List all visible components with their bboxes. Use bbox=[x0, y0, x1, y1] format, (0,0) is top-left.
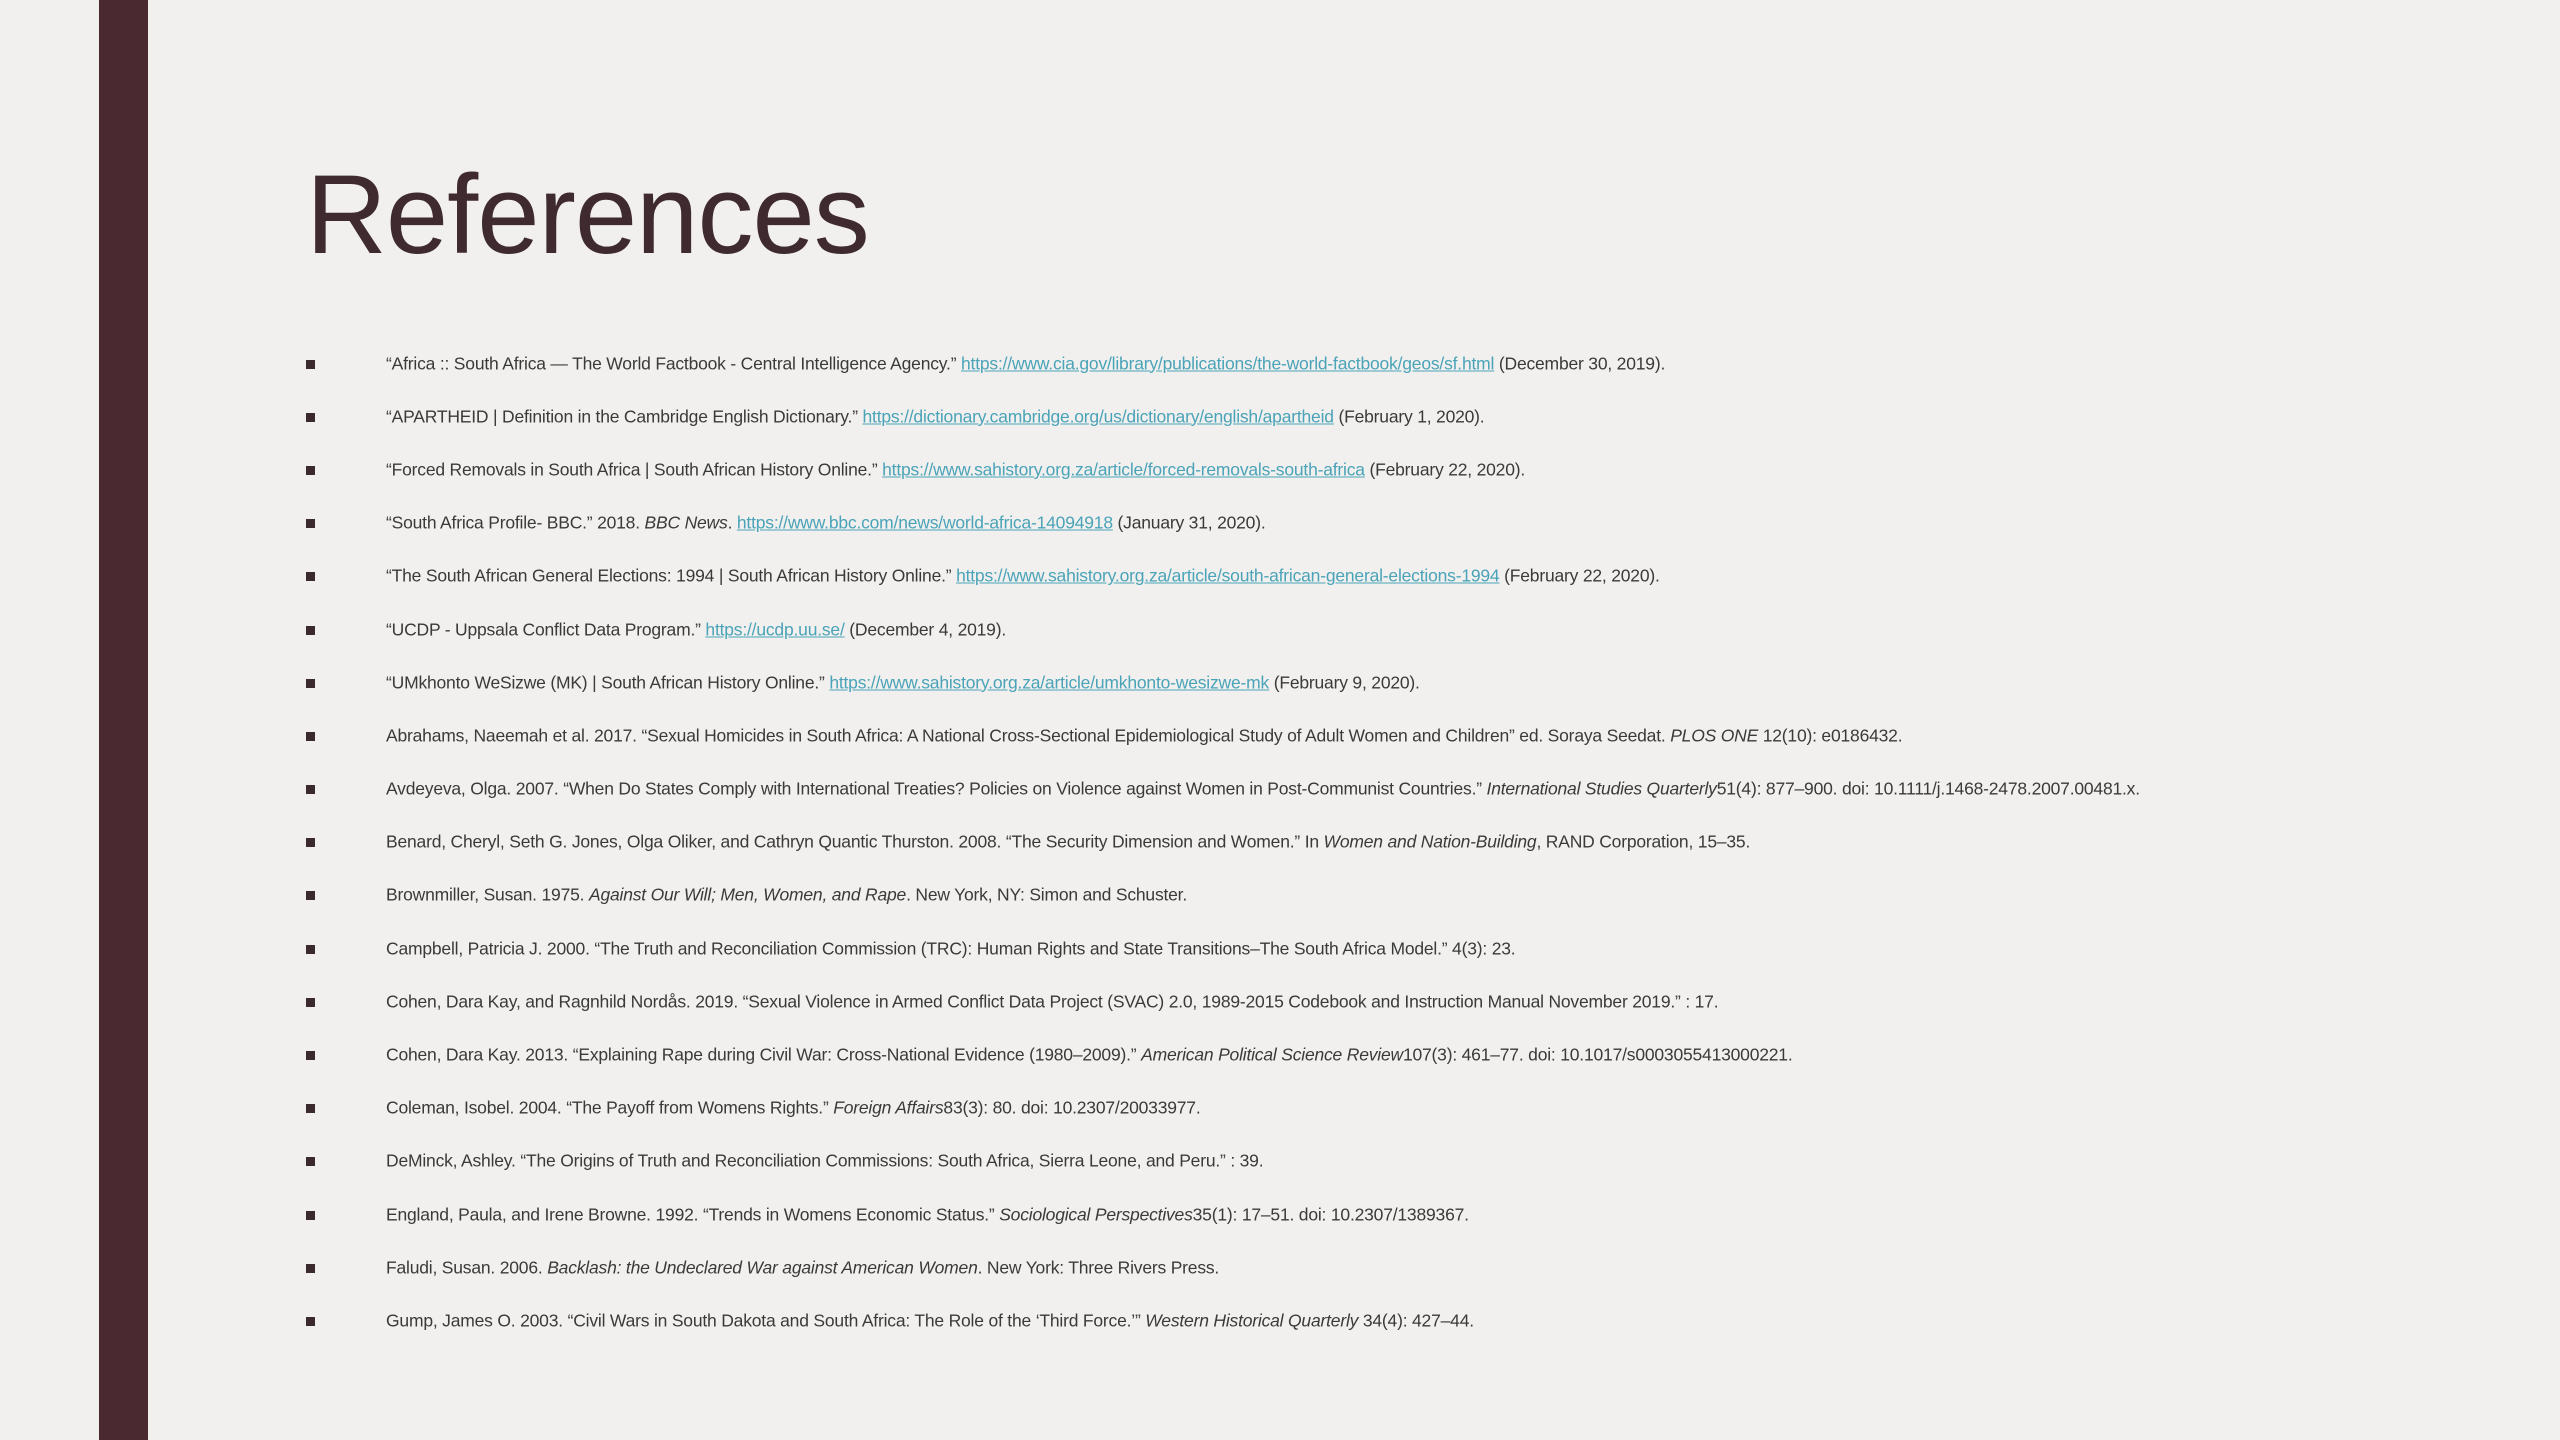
reference-access-date: (February 22, 2020). bbox=[1499, 565, 1660, 586]
reference-access-date: , RAND Corporation, 15–35. bbox=[1536, 831, 1751, 852]
square-bullet-icon bbox=[306, 626, 315, 635]
reference-access-date: . New York, NY: Simon and Schuster. bbox=[906, 884, 1188, 905]
square-bullet-icon bbox=[306, 360, 315, 369]
reference-citation-text: “South Africa Profile- BBC.” 2018. bbox=[386, 512, 645, 533]
reference-text bbox=[386, 725, 1902, 746]
reference-source-title: Backlash: the Undeclared War against American Women bbox=[547, 1257, 978, 1278]
reference-source-title: BBC News bbox=[644, 512, 728, 533]
reference-citation-text: Brownmiller, Susan. 1975. bbox=[386, 884, 589, 905]
reference-text bbox=[386, 566, 1660, 587]
reference-source-title: Sociological Perspectives bbox=[999, 1204, 1193, 1225]
reference-citation-text: Benard, Cheryl, Seth G. Jones, Olga Oliker, and Cathryn Quantic Thurston. 2008. “The Security Dimension and Women.” In bbox=[386, 831, 1324, 852]
reference-text bbox=[386, 406, 1484, 427]
square-bullet-icon bbox=[306, 1157, 315, 1166]
reference-text bbox=[386, 779, 2140, 800]
reference-item bbox=[306, 709, 2536, 762]
reference-text bbox=[386, 513, 1266, 534]
reference-access-date: 51(4): 877–900. doi: 10.1111/j.1468-2478.2007.00481.x. bbox=[1716, 778, 2140, 799]
reference-item bbox=[306, 443, 2536, 496]
reference-text bbox=[386, 885, 1187, 906]
reference-source-title: Foreign Affairs bbox=[833, 1097, 944, 1118]
reference-text bbox=[386, 672, 1420, 693]
reference-text bbox=[386, 1151, 1263, 1172]
reference-item bbox=[306, 922, 2536, 975]
reference-item bbox=[306, 390, 2536, 443]
reference-access-date: 12(10): e0186432. bbox=[1758, 725, 1903, 746]
reference-access-date: (February 1, 2020). bbox=[1333, 406, 1485, 427]
reference-access-date: 83(3): 80. doi: 10.2307/20033977. bbox=[943, 1097, 1201, 1118]
reference-citation-text: Cohen, Dara Kay. 2013. “Explaining Rape during Civil War: Cross-National Evidence (1980–2009).” bbox=[386, 1044, 1142, 1065]
reference-text bbox=[386, 619, 1006, 640]
reference-source-title: Women and Nation-Building bbox=[1323, 831, 1537, 852]
reference-access-date: (February 22, 2020). bbox=[1364, 459, 1526, 480]
reference-text bbox=[386, 353, 1665, 374]
reference-access-date: . New York: Three Rivers Press. bbox=[977, 1257, 1220, 1278]
reference-source-title: PLOS ONE bbox=[1670, 725, 1759, 746]
square-bullet-icon bbox=[306, 732, 315, 741]
reference-text bbox=[386, 1257, 1219, 1278]
square-bullet-icon bbox=[306, 1211, 315, 1220]
reference-item bbox=[306, 1082, 2536, 1135]
square-bullet-icon bbox=[306, 519, 315, 528]
reference-item bbox=[306, 603, 2536, 656]
reference-citation-text: “UCDP - Uppsala Conflict Data Program.” bbox=[386, 619, 706, 640]
reference-item bbox=[306, 1188, 2536, 1241]
square-bullet-icon bbox=[306, 413, 315, 422]
reference-item bbox=[306, 497, 2536, 550]
reference-citation-text: “Forced Removals in South Africa | South African History Online.” bbox=[386, 459, 883, 480]
reference-item bbox=[306, 763, 2536, 816]
reference-item bbox=[306, 337, 2536, 390]
reference-access-date: 107(3): 461–77. doi: 10.1017/s0003055413000221. bbox=[1402, 1044, 1793, 1065]
square-bullet-icon bbox=[306, 1264, 315, 1273]
reference-citation-text: Gump, James O. 2003. “Civil Wars in South Dakota and South Africa: The Role of the ‘Third Force.’” bbox=[386, 1310, 1146, 1331]
reference-citation-text: Campbell, Patricia J. 2000. “The Truth and Reconciliation Commission (TRC): Human Rights and State Transitions–The South Africa Model.” 4(3): 23. bbox=[386, 938, 1516, 959]
reference-item bbox=[306, 550, 2536, 603]
square-bullet-icon bbox=[306, 466, 315, 475]
reference-item bbox=[306, 869, 2536, 922]
reference-item bbox=[306, 656, 2536, 709]
reference-text bbox=[386, 1310, 1474, 1331]
reference-link[interactable]: https://dictionary.cambridge.org/us/dictionary/english/apartheid bbox=[862, 406, 1334, 427]
reference-text bbox=[386, 1098, 1201, 1119]
square-bullet-icon bbox=[306, 838, 315, 847]
reference-access-date: 34(4): 427–44. bbox=[1358, 1310, 1474, 1331]
reference-citation-text: Cohen, Dara Kay, and Ragnhild Nordås. 2019. “Sexual Violence in Armed Conflict Data Project (SVAC) 2.0, 1989-2015 Codebook and Instruction Manual November 2019.” : 17. bbox=[386, 991, 1719, 1012]
page-title: References bbox=[306, 152, 869, 277]
reference-link[interactable]: https://www.bbc.com/news/world-africa-14094918 bbox=[736, 512, 1113, 533]
reference-source-title: American Political Science Review bbox=[1141, 1044, 1403, 1065]
reference-item bbox=[306, 975, 2536, 1028]
reference-text bbox=[386, 1045, 1793, 1066]
reference-list bbox=[306, 337, 2536, 1348]
square-bullet-icon bbox=[306, 1104, 315, 1113]
reference-citation-text: Abrahams, Naeemah et al. 2017. “Sexual Homicides in South Africa: A National Cross-Sectional Epidemiological Study of Adult Women and Children” ed. Soraya Seedat. bbox=[386, 725, 1671, 746]
reference-item bbox=[306, 1028, 2536, 1081]
reference-text bbox=[386, 832, 1750, 853]
reference-access-date: (December 4, 2019). bbox=[844, 619, 1006, 640]
reference-link[interactable]: https://www.sahistory.org.za/article/south-african-general-elections-1994 bbox=[956, 565, 1500, 586]
reference-access-date: (December 30, 2019). bbox=[1494, 353, 1666, 374]
reference-citation-text: “Africa :: South Africa — The World Factbook - Central Intelligence Agency.” bbox=[386, 353, 962, 374]
reference-text bbox=[386, 1204, 1469, 1225]
reference-citation-text: “APARTHEID | Definition in the Cambridge English Dictionary.” bbox=[386, 406, 863, 427]
square-bullet-icon bbox=[306, 998, 315, 1007]
reference-text bbox=[386, 459, 1525, 480]
reference-citation-text: DeMinck, Ashley. “The Origins of Truth and Reconciliation Commissions: South Africa, Sierra Leone, and Peru.” : 39. bbox=[386, 1150, 1264, 1171]
square-bullet-icon bbox=[306, 1051, 315, 1060]
reference-access-date: 35(1): 17–51. doi: 10.2307/1389367. bbox=[1192, 1204, 1469, 1225]
square-bullet-icon bbox=[306, 572, 315, 581]
reference-separator-text: . bbox=[727, 512, 737, 533]
reference-citation-text: Faludi, Susan. 2006. bbox=[386, 1257, 548, 1278]
square-bullet-icon bbox=[306, 679, 315, 688]
reference-text bbox=[386, 938, 1515, 959]
square-bullet-icon bbox=[306, 945, 315, 954]
reference-item bbox=[306, 1135, 2536, 1188]
reference-source-title: Western Historical Quarterly bbox=[1145, 1310, 1359, 1331]
reference-citation-text: “UMkhonto WeSizwe (MK) | South African History Online.” bbox=[386, 672, 830, 693]
reference-link[interactable]: https://www.sahistory.org.za/article/forced-removals-south-africa bbox=[882, 459, 1365, 480]
square-bullet-icon bbox=[306, 891, 315, 900]
square-bullet-icon bbox=[306, 785, 315, 794]
reference-access-date: (January 31, 2020). bbox=[1112, 512, 1266, 533]
reference-item bbox=[306, 1294, 2536, 1347]
reference-item bbox=[306, 816, 2536, 869]
reference-citation-text: “The South African General Elections: 1994 | South African History Online.” bbox=[386, 565, 957, 586]
reference-citation-text: Coleman, Isobel. 2004. “The Payoff from Womens Rights.” bbox=[386, 1097, 834, 1118]
reference-link[interactable]: https://www.sahistory.org.za/article/umkhonto-wesizwe-mk bbox=[829, 672, 1270, 693]
reference-source-title: Against Our Will; Men, Women, and Rape bbox=[588, 884, 907, 905]
reference-link[interactable]: https://www.cia.gov/library/publications/the-world-factbook/geos/sf.html bbox=[961, 353, 1495, 374]
reference-access-date: (February 9, 2020). bbox=[1269, 672, 1420, 693]
reference-item bbox=[306, 1241, 2536, 1294]
square-bullet-icon bbox=[306, 1317, 315, 1326]
reference-link[interactable]: https://ucdp.uu.se/ bbox=[705, 619, 845, 640]
side-accent-bar bbox=[99, 0, 148, 1440]
reference-source-title: International Studies Quarterly bbox=[1486, 778, 1717, 799]
reference-text bbox=[386, 991, 1718, 1012]
reference-citation-text: England, Paula, and Irene Browne. 1992. “Trends in Womens Economic Status.” bbox=[386, 1204, 1000, 1225]
reference-citation-text: Avdeyeva, Olga. 2007. “When Do States Comply with International Treaties? Policies on Violence against Women in Post-Communist Countries.” bbox=[386, 778, 1487, 799]
